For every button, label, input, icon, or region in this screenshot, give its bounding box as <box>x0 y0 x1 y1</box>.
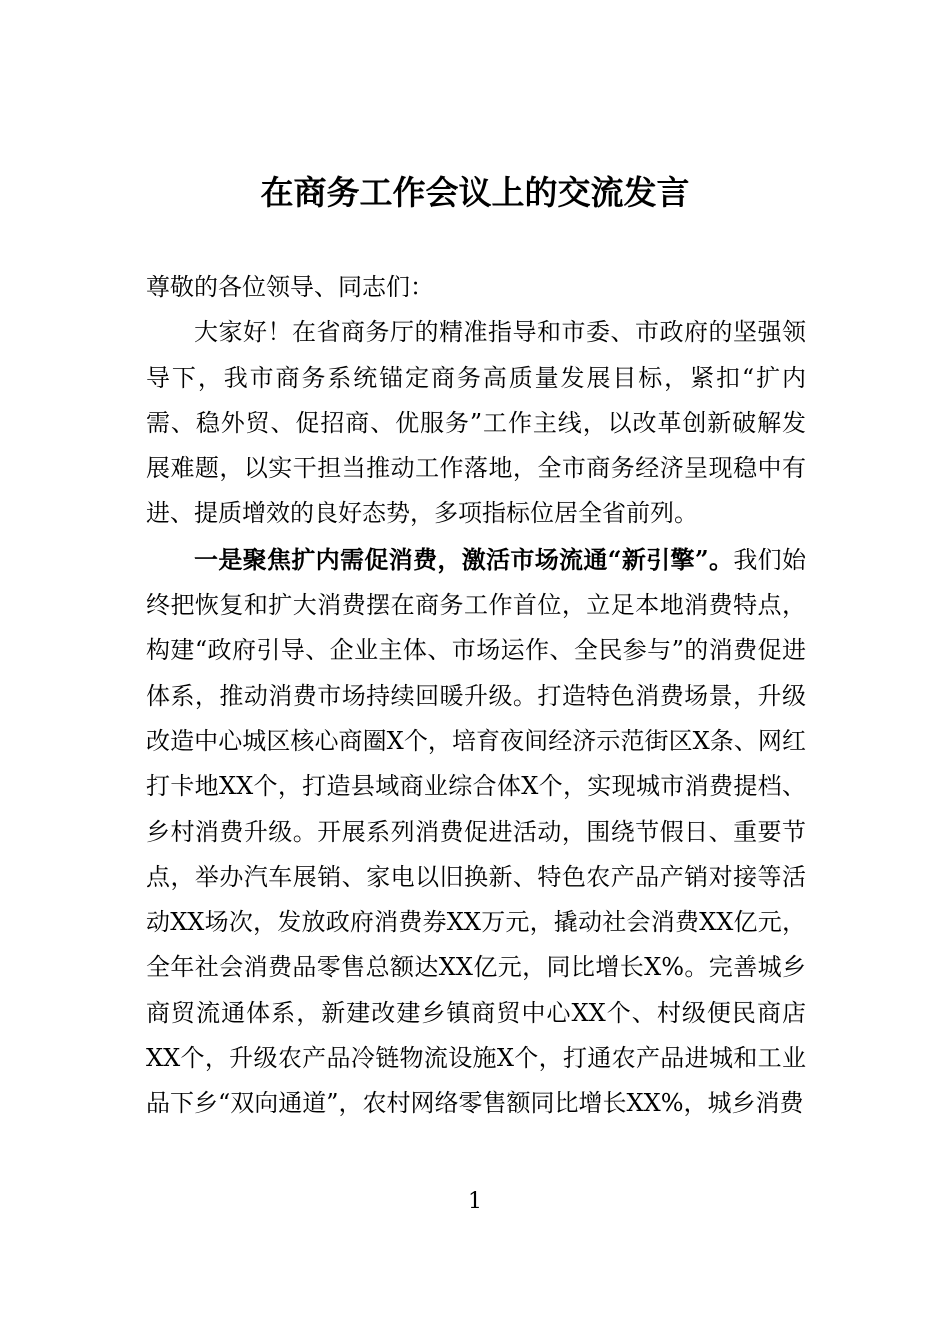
document-title: 在商务工作会议上的交流发言 <box>260 173 690 212</box>
paragraph-intro: 大家好！在省商务厅的精准指导和市委、市政府的坚强领导下，我市商务系统锚定商务高质量发展目标，紧扣“扩内需、稳外贸、促招商、优服务”工作主线，以改革创新破解发展难题，以实干担当推动工作落地，全市商务经济呈现稳中有进、提质增效的良好态势，多项指标位居全省前列。 <box>146 318 806 528</box>
paragraph-consumption-body: 我们始终把恢复和扩大消费摆在商务工作首位，立足本地消费特点，构建“政府引导、企业主体、市场运作、全民参与”的消费促进体系，推动消费市场持续回暖升级。打造特色消费场景，升级改造中心城区核心商圈X个，培育夜间经济示范街区X条、网红打卡地XX个，打造县域商业综合体X个，实现城市消费提档、乡村消费升级。开展系列消费促进活动，围绕节假日、重要节点，举办汽车展销、家电以旧换新、特色农产品产销对接等活动XX场次，发放政府消费券XX万元，撬动社会消费XX亿元，全年社会消费品零售总额达XX亿元，同比增长X%。完善城乡商贸流通体系，新建改建乡镇商贸中心XX个、村级便民商店XX个，升级农产品冷链物流设施X个，打通农产品进城和工业品下乡“双向通道”，农村网络零售额同比增长XX%，城乡消费 <box>146 545 806 1118</box>
salutation: 尊敬的各位领导、同志们： <box>146 273 434 301</box>
paragraph-consumption <box>146 537 806 1127</box>
page-number: 1 <box>468 1189 482 1214</box>
document-body <box>146 265 806 1127</box>
paragraph-lead-heading: 一是聚焦扩内需促消费，激活市场流通“新引擎”。 <box>194 544 734 574</box>
